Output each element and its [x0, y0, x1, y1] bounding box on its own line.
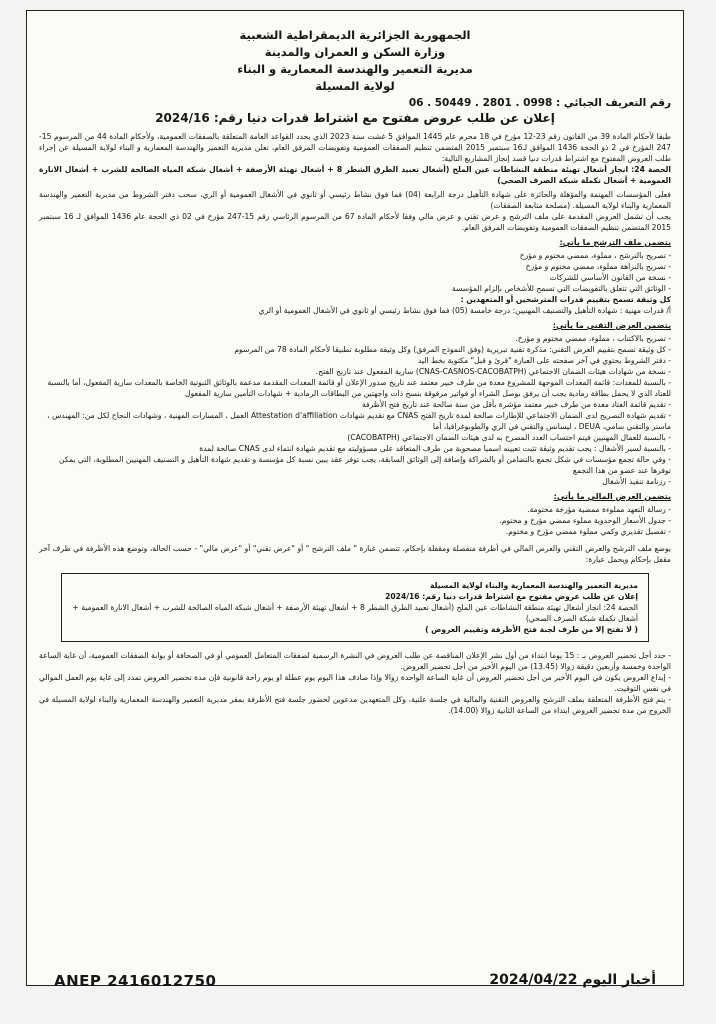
packaging-paragraph: يوضع ملف الترشح والعرض التقني والعرض المالي في أظرفة منفصلة ومقفلة بإحكام، تتضمن عبارة " ملف الترشح " أو "عرض تقني" أو "عرض مالي" - حسب الحالة، وتوضع هذه الأظرفة في ظرف آخر مقفل بإحكام ويحمل عبارة:	[39, 544, 671, 564]
intro-paragraph: طبقا لأحكام المادة 39 من القانون رقم 23-12 مؤرخ في 18 محرم عام 1445 الموافق 5 غشت سنة 2023 الذي يحدد القواعد العامة المتعلقة بالصفقات العمومية، ولأحكام المادة 44 من المرسوم 15-247 المؤرخ في 2 ذو الحجة 1436 الموافق لـ16 سبتمبر 2015 المتضمن تنظيم الصفقات العمومية وتفويضات المرفق العام، تعلن مديرية التعمير والهندسة المعمارية و البناء لولاية المسيلة عن إجراء طلب العروض المفتوح مع اشتراط قدرات دنيا قصد إنجاز المشاريع التالية:	[39, 132, 671, 163]
list-item: - نسخة من شهادات هيئات الضمان الاجتماعي (CNAS-CASNOS-CACOBATPH) سارية المفعول عند تاريخ الفتح.	[315, 367, 671, 376]
tax-id-line: رقم التعريف الجبائي : 0998 . 2801 . 50449 . 06	[408, 97, 671, 109]
list-item: - الوثائق التي تتعلق بالتفويضات التي تسمح للأشخاص بإلزام المؤسسة	[451, 284, 671, 293]
list-item: - تفصيل تقديري وكمي مملوء ممضي مؤرخ و مختوم.	[505, 527, 671, 536]
list-item: - تقديم شهادة التصريح لدى الضمان الاجتماعي للإطارات صالحة لمدة تاريخ الفتح CNAS مع تقديم شهادات Attestation d'affiliation العمل ، المسارات المهنية ، وشهادات النجاح لكل من: المهندس ، ماستر والتقني سامي، DEUA ، ليسانس والتقني في الري والطوبوغرافيا، أما	[47, 411, 671, 431]
envelope-line: إعلان عن طلب عروض مفتوح مع اشتراط قدرات دنيا رقم: 2024/16	[385, 592, 638, 601]
list-item: - تصريح بالنزاهة مملوء، ممضي مختوم و مؤرخ	[525, 262, 671, 271]
list-item: - جدول الأسعار الوحدوية مملوء ممضي مؤرخ و مختوم.	[499, 516, 671, 525]
footer	[20, 972, 696, 1020]
list-item: كل وثيقة تسمح بتقييم قدرات المترشحين أو المتعهدين :	[460, 295, 671, 304]
wilaya-name: لولاية المسيلة	[315, 79, 395, 93]
list-item: - تصريح بالاكتتاب ، مملوء، ممضي مختوم و مؤرخ.	[515, 334, 671, 343]
list-item: - بالنسبة للمعدات: قائمة المعدات الموجهة للمشروع معدة من طرف خبير معتمد عند تاريخ صدور الإعلان أو قائمة المعدات المقدمة مدعمة بالوثائق الثبوتية الخاصة بالمعدات سارية المفعول، أما بالنسبة للعتاد الذي لا يحمل بطاقة رمادية يجب أن يرفق بوصل الشراء أو فواتير مرفوقة بنسخ ذات واجهتين من البطاقات الرمادية + شهادات التأمين سارية المفعول	[47, 378, 671, 398]
anep-reference: ANEP 2416012750	[54, 972, 217, 990]
announcement-title: إعلان عن طلب عروض مفتوح مع اشتراط قدرات دنيا رقم: 2024/16	[155, 111, 555, 125]
list-item: - تصريح بالترشح ، مملوء، ممضي مختوم و مؤرخ	[519, 251, 671, 260]
offer-content-paragraph: يجب أن تشمل العروض المقدمة على ملف الترشح و عرض تقني و عرض مالي وفقا لأحكام المادة 67 من المرسوم الرئاسي رقم 15-247 مؤرخ في 02 ذي الحجة عام 1436 الموافق لـ 16 سبتمبر 2015 المتضمن تنظيم الصفقات العمومية وتفويضات المرفق العام.	[39, 212, 672, 232]
header-block	[39, 27, 671, 95]
submission-paragraph: - إيداع العروض يكون في اليوم الأخير من أجل تحضير العروض أن غاية الساعة الواحدة زوالا وإذا صادف هذا اليوم يوم عطلة او يوم راحة قانونية فإن مدة تحضير العروض تمدد إلى غاية يوم العمل الموالي في نفس التوقيت.	[39, 673, 671, 693]
list-item: - بالنسبة للعمال المهنيين فيتم احتساب العدد المصرح به لدى هيئات الضمان الاجتماعي (CACOBATPH)	[347, 433, 671, 442]
republic-name: الجمهورية الجزائرية الديمقراطية الشعبية	[239, 28, 471, 42]
list-item: - رزنامة تنفيذ الأشغال	[602, 477, 671, 486]
technical-heading: يتضمن العرض التقني ما يأتي:	[552, 321, 671, 330]
list-item: - كل وثيقة تسمح بتقييم العرض التقني: مذكرة تقنية تبريرية (وفق النموذج المرفق) وكل وثيقة مطلوبة تطبيقا لأحكام المادة 78 من المرسوم	[234, 345, 671, 354]
opening-paragraph: - يتم فتح الأظرفة المتعلقة بملف الترشح والعروض التقنية والمالية في جلسة علنية، وكل المتعهدين مدعوين لحضور جلسة فتح الأظرفة بمقر مديرية التعمير والهندسة المعمارية والبناء لولاية المسيلة في الخروج من مدة تحضير العروض ابتداء من الساعة الثانية زوالا (14.00).	[39, 695, 671, 715]
financial-heading: يتضمن العرض المالي ما يأتي:	[553, 492, 671, 501]
list-item: - رسالة التعهد مملوءة ممضية مؤرخة مختومة.	[527, 505, 671, 514]
envelope-line: مديرية التعمير والهندسة المعمارية والبناء لولاية المسيلة	[430, 581, 638, 590]
deadline-paragraph: - حدد أجل تحضير العروض بـ : 15 يوما ابتداء من أول نشر الإعلان المناقصة عن طلب العروض في النشرة الرسمية لصفقات المتعامل العمومي أو في الصحافة أو بوابة الصفقات العمومية، أن غاية الساعة الواحدة وخمسة وأربعين دقيقة زوالا (13.45) من اليوم الأخير من أجل تحضير العروض.	[39, 651, 671, 671]
announcement-page	[26, 10, 684, 986]
list-item: أ/ قدرات مهنية : شهادة التأهيل والتصنيف المهنيين: درجة خامسة (05) فما فوق نشاط رئيسي أو ثانوي في الأشغال العمومية أو الري	[258, 306, 671, 315]
list-item: - بالنسبة لسير الأشغال : يجب تقديم وثيقة تثبت تعيينه اسميا مصحوبة من طرف المتعاقد على مسؤوليته مع تقديم شهادة انتماء لدى CNAS صالحة لمدة	[199, 444, 671, 453]
newspaper-date: أخبار اليوم 2024/04/22	[489, 972, 656, 988]
eligibility-paragraph: فعلى المؤسسات المهتمة والمؤهلة والحائزة على شهادة التأهيل درجة الرابعة (04) فما فوق نشاط رئيسي أو ثانوي في الأشغال العمومية أو الري، سحب دفتر الشروط من مديرية التعمير والهندسة المعمارية والبناء لولاية المسيلة. (مصلحة متابعة الصفقات)	[39, 190, 671, 210]
envelope-line: الحصة 24: انجاز أشغال تهيئة منطقة النشاطات عين الملح (أشغال تعبيد الطرق الشطر 8 + أشغال تهيئة الأرصفة + أشغال شبكة المياه الصالحة للشرب + أشغال الانارة العمومية + أشغال تكملة شبكة الصرف الصحي)	[72, 603, 638, 623]
envelope-box	[61, 573, 649, 642]
list-item: - نسخة من القانون الأساسي للشركات	[549, 273, 671, 282]
list-item: - دفتر الشروط يحتوي في آخر صفحته على العبارة "قرئ و قبل" مكتوبة بخط اليد	[417, 356, 671, 365]
lot-description: الحصة 24: انجاز أشغال تهيئة منطقة النشاطات عين الملح (أشغال تعبيد الطرق الشطر 8 + أشغال تهيئة الأرصفة + أشغال شبكة المياه الصالحة للشرب + أشغال الانارة العمومية + أشغال تكملة شبكة الصرف الصحي)	[39, 165, 671, 185]
list-item: - وفي حالة تجمع مؤسسات في شكل تجمع بالتضامن أو بالشراكة وإضافة إلى الوثائق السابقة، يجب توفر عقد يبين نسبة كل مؤسسة و تقديم شهادة التأهيل و التصنيف المهنيين المطلوبة، التي يمكن توفرها عند عضو من هذا التجمع	[59, 455, 671, 475]
envelope-line: ( لا تفتح إلا من طرف لجنة فتح الأظرفة وتقييم العروض )	[425, 625, 638, 634]
directorate-name: مديرية التعمير والهندسة المعمارية و البناء	[237, 62, 473, 76]
list-item: - تقديم قائمة العتاد معدة من طرف خبير معتمد مؤشرة بأقل من سنة صالحة عند تاريخ فتح الأظرفة	[361, 400, 671, 409]
candidacy-heading: يتضمن ملف الترشح ما يأتي:	[559, 238, 671, 247]
ministry-name: وزارة السكن و العمران والمدينة	[264, 45, 446, 59]
